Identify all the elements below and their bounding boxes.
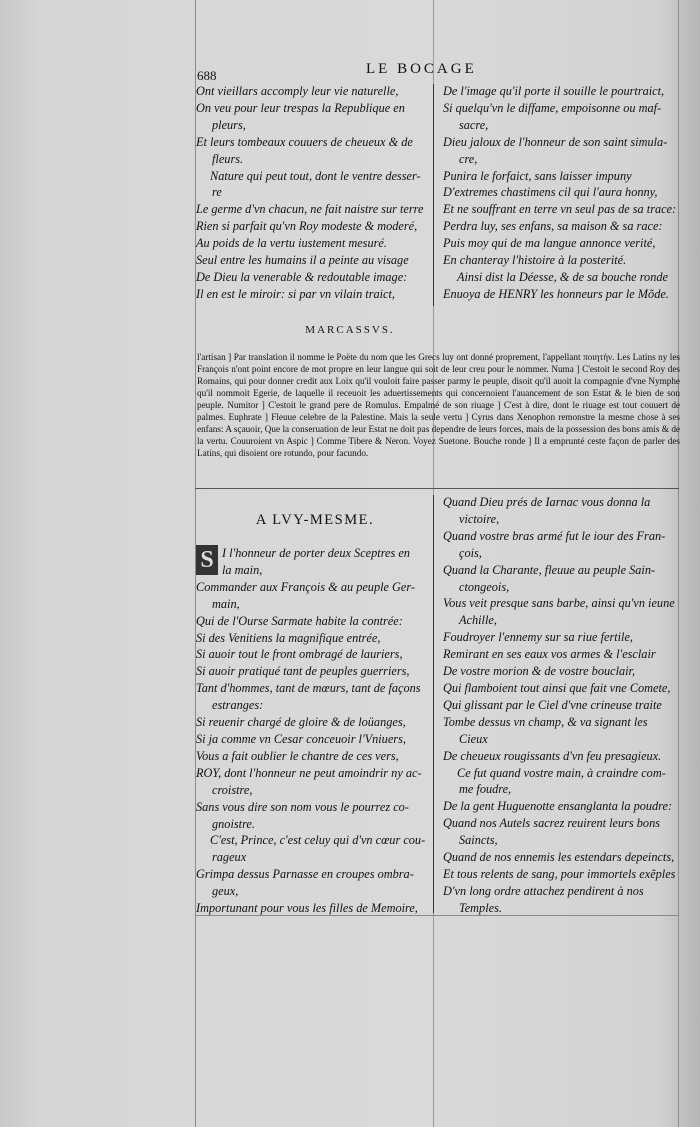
- verse-line: Nature qui peut tout, dont le ventre desser-: [210, 168, 421, 183]
- verse-line: Punira le forfaict, sans laisser impuny: [443, 168, 632, 183]
- verse-line: estranges:: [212, 698, 264, 713]
- verse-line: Qui flamboient tout ainsi que fait vne Comete,: [443, 680, 671, 695]
- poem-left-column: [196, 545, 431, 917]
- verse-line: Et tous relents de sang, pour immortels exẽples: [443, 866, 676, 881]
- verse-line: pleurs,: [212, 117, 246, 132]
- poem-title: A LVY-MESME.: [255, 512, 375, 528]
- verse-line: Si auoir pratiqué tant de peuples guerriers,: [196, 664, 410, 679]
- top-left-column: [196, 83, 431, 303]
- verse-line: De cheueux rougissants d'vn feu presagieux.: [443, 748, 662, 763]
- verse-line: Tant d'hommes, tant de mœurs, tant de façons: [196, 681, 421, 696]
- verse-line: Enuoya de HENRY les honneurs par le Mõde.: [443, 286, 669, 301]
- verse-line: De vostre morion & de vostre bouclair,: [443, 664, 636, 679]
- verse-line: Quand vostre bras armé fut le iour des Fran-: [443, 528, 666, 543]
- verse-line: Qui glissant par le Ciel d'vne crineuse traite: [443, 697, 662, 712]
- verse-line: Foudroyer l'ennemy sur sa riue fertile,: [443, 630, 634, 645]
- verse-line: C'est, Prince, c'est celuy qui d'vn cœur cou-: [210, 833, 426, 848]
- verse-line: Seul entre les humains il a peinte au visage: [196, 253, 409, 268]
- verse-line: Il en est le miroir: si par vn vilain traict,: [196, 286, 396, 301]
- verse-line: gnoistre.: [212, 816, 255, 831]
- verse-line: Temples.: [459, 900, 502, 915]
- verse-line: sacre,: [459, 117, 489, 132]
- verse-line: Quand de nos ennemis les estendars depeincts,: [443, 850, 675, 865]
- verse-line: Saincts,: [459, 833, 498, 848]
- verse-line: croistre,: [212, 782, 253, 797]
- verse-line: Si quelqu'vn le diffame, empoisonne ou maf-: [443, 100, 662, 115]
- verse-line: victoire,: [459, 511, 500, 526]
- verse-line: Cieux: [459, 731, 488, 746]
- verse-line: re: [212, 185, 222, 200]
- verse-line: Et ne souffrant en terre vn seul pas de sa trace:: [443, 202, 677, 217]
- verse-line: Dieu jaloux de l'honneur de son saint simula-: [443, 134, 668, 149]
- column-separator-top: [433, 84, 434, 306]
- verse-line: On veu pour leur trespas la Republique en: [196, 100, 405, 115]
- verse-line: Vous veit presque sans barbe, ainsi qu'vn ieune: [443, 596, 675, 611]
- verse-line: Importunant pour vous les filles de Memoire,: [196, 901, 418, 916]
- verse-line: Si reuenir chargé de gloire & de loüanges,: [196, 715, 406, 730]
- verse-line: Sans vous dire son nom vous le pourrez co-: [196, 799, 409, 814]
- verse-line: De Dieu la venerable & redoutable image:: [196, 269, 408, 284]
- poem-right-column: [443, 494, 679, 917]
- verse-line: la main,: [222, 562, 263, 577]
- commentary-notes: [197, 351, 680, 459]
- commentary-text: l'artisan ] Par translation il nomme le Poëte du nom que les Grecs luy ont donné proprement, l'appellant ποιητὴν. Les Latins ny les François n'ont point encore de mot propre en leur langue qui soit de leur creu pour le nommer. Numa ] C'estoit le second Roy des Romains, qui pour donner credit aux Loix qu'il vouloit faire passer parmy le peuple, disoit qu'il auoit la compagnie d'vne Nymphe qu'il nommoit Egerie, de laquelle il receuoit les aduertissements qui concernoient l'auancement de son Estat & le bien de son peuple. Numitor ] C'estoit le grand pere de Romulus. Empalmé de son riuage ] C'est à dire, dont le riuage est tout couuert de palmes. Euphrate ] Fleuue celebre de la Palestine. Mais la seule vertu ] Cyrus dans Xenophon remonstre la mesme chose à ses enfans: A sçauoir, Que la conseruation de leur Estat ne doit pas dependre de leurs forces, mais de la possession des bons amis & de la vertu. Couuroient vn Aspic ] Comme Tibere & Neron. Voyez Suetone. Bouche ronde ] Il a emprunté ceste façon de parler des Latins, qui disoient ore rotundo, pour facundo.: [197, 352, 680, 458]
- verse-line: Tombe dessus vn champ, & va signant les: [443, 714, 648, 729]
- top-right-column: [443, 83, 679, 303]
- verse-line: Puis moy qui de ma langue annonce verité,: [443, 236, 656, 251]
- verse-line: Le germe d'vn chacun, ne fait naistre sur terre: [196, 202, 424, 217]
- verse-line: Ce fut quand vostre main, à craindre com-: [457, 765, 666, 780]
- verse-line: Quand la Charante, fleuue au peuple Sain-: [443, 562, 656, 577]
- verse-line: Grimpa dessus Parnasse en croupes ombra-: [196, 867, 414, 882]
- verse-line: cre,: [459, 151, 478, 166]
- verse-line: Quand Dieu prés de Iarnac vous donna la: [443, 495, 651, 509]
- section-rule: [195, 488, 679, 489]
- verse-line: Achille,: [459, 613, 497, 628]
- verse-line: main,: [212, 596, 240, 611]
- verse-line: Au poids de la vertu iustement mesuré.: [196, 236, 387, 251]
- verse-line: rageux: [212, 850, 247, 865]
- verse-line: çois,: [459, 545, 482, 560]
- column-separator-bottom: [433, 495, 434, 913]
- verse-line: De la gent Huguenotte ensanglanta la poudre:: [443, 799, 673, 814]
- verse-line: D'extremes chastimens cil qui l'aura honny,: [443, 185, 658, 200]
- verse-line: me foudre,: [459, 782, 512, 797]
- verse-line: Remirant en ses eaux vos armes & l'esclair: [443, 647, 656, 662]
- drop-cap: S: [196, 545, 218, 575]
- verse-line: En chanteray l'histoire à la posterité.: [443, 253, 627, 268]
- verse-line: I l'honneur de porter deux Sceptres en: [222, 546, 410, 560]
- verse-line: Ainsi dist la Déesse, & de sa bouche ronde: [457, 269, 668, 284]
- page-number: 688: [197, 68, 217, 83]
- verse-line: Et leurs tombeaux couuers de cheueux & de: [196, 134, 413, 149]
- commentary-heading: MARCASSVS.: [305, 324, 395, 336]
- verse-line: fleurs.: [212, 151, 244, 166]
- verse-line: geux,: [212, 884, 239, 899]
- verse-line: Si ja comme vn Cesar conceuoir l'Vniuers,: [196, 731, 406, 746]
- verse-line: Commander aux François & au peuple Ger-: [196, 579, 416, 594]
- verse-line: Qui de l'Ourse Sarmate habite la contrée:: [196, 613, 403, 628]
- verse-line: Rien si parfait qu'vn Roy modeste & moderé,: [196, 219, 418, 234]
- verse-line: ctongeois,: [459, 579, 510, 594]
- verse-line: D'vn long ordre attachez pendirent à nos: [443, 883, 644, 898]
- verse-line: Vous a fait oublier le chantre de ces vers,: [196, 748, 399, 763]
- verse-line: Si des Venitiens la magnifique entrée,: [196, 630, 381, 645]
- verse-line: Quand nos Autels sacrez reuirent leurs bons: [443, 816, 661, 831]
- verse-line: De l'image qu'il porte il souille le pourtraict,: [443, 84, 665, 98]
- running-title: LE BOCAGE: [366, 61, 477, 77]
- verse-line: Ont vieillars accomply leur vie naturelle,: [196, 84, 399, 98]
- verse-line: Perdra luy, ses enfans, sa maison & sa race:: [443, 219, 663, 234]
- verse-line: Si auoir tout le front ombragé de lauriers,: [196, 647, 403, 662]
- verse-line: ROY, dont l'honneur ne peut amoindrir ny ac-: [196, 765, 422, 780]
